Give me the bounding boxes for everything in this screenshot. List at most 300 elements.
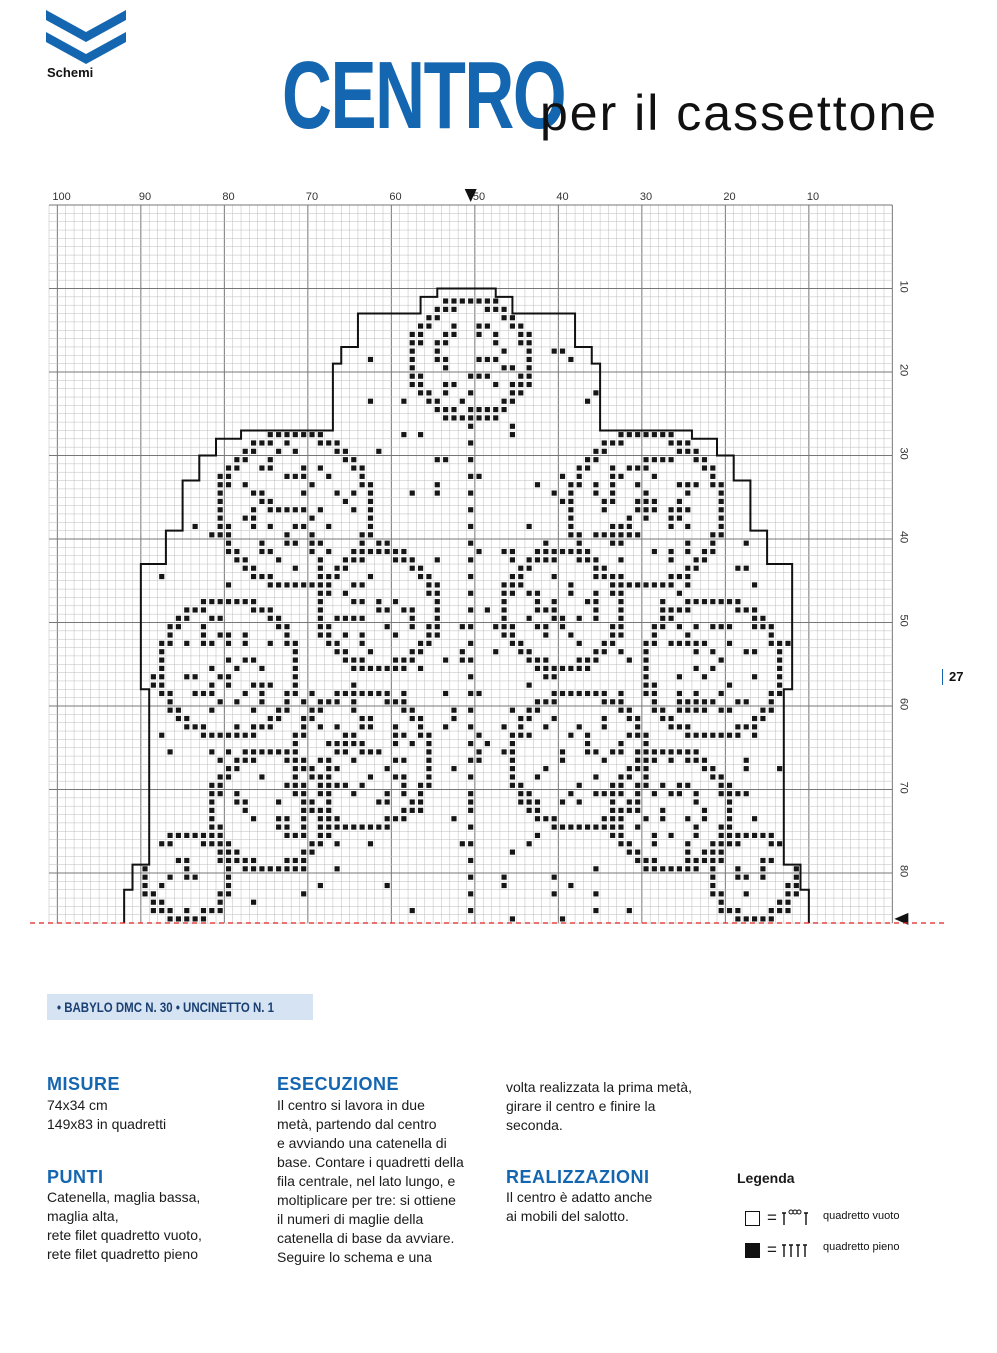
filled-square — [568, 632, 573, 637]
filled-square — [710, 766, 715, 771]
filled-square — [385, 624, 390, 629]
filled-square — [627, 733, 632, 738]
filled-square — [176, 916, 181, 921]
filled-square — [335, 691, 340, 696]
filled-square — [368, 774, 373, 779]
filled-square — [268, 641, 273, 646]
filled-square — [284, 440, 289, 445]
filled-square — [660, 749, 665, 754]
filled-square — [627, 516, 632, 521]
filled-square — [385, 816, 390, 821]
filled-square — [234, 850, 239, 855]
filled-square — [618, 582, 623, 587]
filled-square — [360, 616, 365, 621]
filled-square — [435, 632, 440, 637]
filled-square — [593, 457, 598, 462]
filled-square — [593, 908, 598, 913]
filled-square — [410, 799, 415, 804]
filled-square — [552, 825, 557, 830]
filled-square — [643, 491, 648, 496]
filled-square — [301, 816, 306, 821]
filled-square — [510, 749, 515, 754]
filled-square — [460, 658, 465, 663]
filled-square — [618, 741, 623, 746]
filled-square — [502, 632, 507, 637]
filled-square — [351, 457, 356, 462]
filled-square — [735, 866, 740, 871]
filled-square — [627, 841, 632, 846]
filled-square — [527, 658, 532, 663]
filled-square — [410, 557, 415, 562]
filled-square — [259, 440, 264, 445]
filled-square — [193, 691, 198, 696]
filled-square — [234, 699, 239, 704]
filled-square — [735, 841, 740, 846]
filled-square — [677, 482, 682, 487]
filled-square — [535, 808, 540, 813]
filled-square — [209, 841, 214, 846]
filled-square — [426, 399, 431, 404]
filled-square — [669, 749, 674, 754]
filled-square — [677, 724, 682, 729]
filled-square — [251, 683, 256, 688]
filled-square — [276, 557, 281, 562]
filled-square — [535, 774, 540, 779]
esecuzione-line: fila centrale, nel lato lungo, e — [277, 1173, 456, 1189]
filled-square — [769, 632, 774, 637]
filled-square — [710, 850, 715, 855]
filled-square — [318, 708, 323, 713]
filled-square — [360, 465, 365, 470]
filled-square — [652, 866, 657, 871]
filled-square — [518, 374, 523, 379]
filled-square — [401, 816, 406, 821]
filled-square — [209, 641, 214, 646]
filled-square — [476, 474, 481, 479]
filled-square — [184, 833, 189, 838]
filled-square — [527, 649, 532, 654]
filled-square — [335, 783, 340, 788]
filled-square — [610, 474, 615, 479]
filled-square — [485, 407, 490, 412]
filled-square — [643, 658, 648, 663]
filled-square — [552, 691, 557, 696]
filled-square — [635, 716, 640, 721]
filled-square — [209, 666, 214, 671]
filled-square — [493, 407, 498, 412]
filled-square — [577, 557, 582, 562]
filled-square — [685, 599, 690, 604]
realizzazioni-text — [506, 1188, 721, 1226]
filled-square — [268, 616, 273, 621]
filled-square — [268, 549, 273, 554]
filled-square — [710, 541, 715, 546]
filled-square — [301, 432, 306, 437]
filled-square — [360, 549, 365, 554]
filled-square — [401, 733, 406, 738]
filled-square — [251, 599, 256, 604]
filled-square — [685, 724, 690, 729]
filled-square — [426, 624, 431, 629]
filled-square — [610, 491, 615, 496]
filled-square — [418, 340, 423, 345]
filled-square — [593, 491, 598, 496]
filled-square — [560, 825, 565, 830]
filled-square — [702, 708, 707, 713]
esecuzione-line: seconda. — [506, 1117, 563, 1133]
filled-square — [518, 791, 523, 796]
filled-square — [401, 549, 406, 554]
filled-square — [685, 449, 690, 454]
filled-square — [635, 808, 640, 813]
filled-square — [451, 324, 456, 329]
filled-square — [335, 491, 340, 496]
equals-sign: = — [767, 1208, 777, 1227]
filled-square — [602, 691, 607, 696]
filled-square — [460, 399, 465, 404]
filled-square — [468, 507, 473, 512]
filled-square — [710, 841, 715, 846]
filled-square — [426, 749, 431, 754]
filled-square — [326, 549, 331, 554]
filled-square — [460, 624, 465, 629]
filled-square — [368, 357, 373, 362]
filled-square — [368, 691, 373, 696]
filled-square — [719, 900, 724, 905]
filled-square — [602, 699, 607, 704]
filled-square — [635, 850, 640, 855]
filled-square — [702, 457, 707, 462]
filled-square — [669, 758, 674, 763]
filled-square — [426, 766, 431, 771]
filled-square — [309, 841, 314, 846]
filled-square — [694, 666, 699, 671]
filled-square — [502, 582, 507, 587]
filled-square — [744, 699, 749, 704]
filled-square — [527, 808, 532, 813]
filled-square — [635, 858, 640, 863]
filled-square — [669, 724, 674, 729]
filled-square — [685, 850, 690, 855]
filled-square — [669, 866, 674, 871]
filled-square — [476, 324, 481, 329]
filled-square — [585, 666, 590, 671]
filled-square — [694, 708, 699, 713]
filled-square — [710, 599, 715, 604]
filled-square — [284, 641, 289, 646]
filled-square — [418, 724, 423, 729]
filled-square — [618, 649, 623, 654]
filled-square — [752, 733, 757, 738]
punti-line: rete filet quadretto vuoto, — [47, 1227, 202, 1243]
filled-square — [218, 858, 223, 863]
filled-square — [685, 524, 690, 529]
filled-square — [744, 541, 749, 546]
filled-square — [702, 808, 707, 813]
filled-square — [677, 624, 682, 629]
filled-square — [552, 549, 557, 554]
filled-square — [468, 808, 473, 813]
filled-square — [426, 641, 431, 646]
filled-square — [218, 733, 223, 738]
filled-square — [652, 841, 657, 846]
filled-square — [602, 449, 607, 454]
filled-square — [218, 699, 223, 704]
filled-square — [435, 599, 440, 604]
filled-square — [393, 549, 398, 554]
filled-square — [702, 758, 707, 763]
filled-square — [643, 866, 648, 871]
filled-square — [209, 833, 214, 838]
filled-square — [385, 883, 390, 888]
filled-square — [669, 607, 674, 612]
filled-square — [159, 841, 164, 846]
filled-square — [485, 415, 490, 420]
filled-square — [510, 582, 515, 587]
filled-square — [744, 724, 749, 729]
filled-square — [652, 683, 657, 688]
filled-square — [719, 532, 724, 537]
filled-square — [502, 616, 507, 621]
filled-square — [468, 624, 473, 629]
filled-square — [618, 616, 623, 621]
filled-square — [218, 783, 223, 788]
filled-square — [193, 875, 198, 880]
filled-square — [226, 658, 231, 663]
filled-square — [410, 607, 415, 612]
filled-square — [618, 783, 623, 788]
filled-square — [744, 607, 749, 612]
filled-square — [568, 825, 573, 830]
filled-square — [510, 758, 515, 763]
filled-square — [209, 799, 214, 804]
filled-square — [326, 574, 331, 579]
filled-square — [343, 591, 348, 596]
filled-square — [326, 825, 331, 830]
filled-square — [710, 549, 715, 554]
filled-square — [493, 382, 498, 387]
filled-square — [719, 891, 724, 896]
filled-square — [451, 307, 456, 312]
filled-square — [727, 641, 732, 646]
filled-square — [710, 733, 715, 738]
filled-square — [326, 591, 331, 596]
filled-square — [276, 749, 281, 754]
filled-square — [184, 674, 189, 679]
filled-square — [502, 399, 507, 404]
filled-square — [393, 658, 398, 663]
filled-square — [209, 599, 214, 604]
filled-square — [418, 374, 423, 379]
filled-square — [234, 599, 239, 604]
filled-square — [518, 724, 523, 729]
filled-square — [602, 816, 607, 821]
filled-square — [785, 883, 790, 888]
filled-square — [451, 766, 456, 771]
filled-square — [685, 816, 690, 821]
filled-square — [643, 749, 648, 754]
filled-square — [360, 658, 365, 663]
filled-square — [335, 741, 340, 746]
filled-square — [243, 858, 248, 863]
filled-square — [510, 382, 515, 387]
filled-square — [343, 616, 348, 621]
filled-square — [618, 524, 623, 529]
filled-square — [318, 808, 323, 813]
filled-square — [518, 566, 523, 571]
filled-square — [535, 557, 540, 562]
filled-square — [777, 908, 782, 913]
realizzazioni-heading: REALIZZAZIONI — [506, 1167, 650, 1187]
filled-square — [443, 658, 448, 663]
filled-square — [602, 716, 607, 721]
filled-square — [785, 900, 790, 905]
filled-square — [259, 774, 264, 779]
filled-square — [368, 841, 373, 846]
filled-square — [560, 666, 565, 671]
filled-square — [226, 674, 231, 679]
filled-square — [760, 624, 765, 629]
filled-square — [660, 457, 665, 462]
filled-square — [752, 674, 757, 679]
filled-square — [694, 858, 699, 863]
esecuzione-text — [277, 1096, 492, 1267]
filled-square — [318, 841, 323, 846]
esecuzione-line: base. Contare i quadretti della — [277, 1154, 464, 1170]
filled-square — [443, 724, 448, 729]
filled-square — [360, 557, 365, 562]
filled-square — [301, 850, 306, 855]
filled-square — [401, 699, 406, 704]
filled-square — [176, 833, 181, 838]
filled-square — [226, 524, 231, 529]
filled-square — [643, 766, 648, 771]
filled-square — [393, 741, 398, 746]
filled-square — [293, 432, 298, 437]
filled-square — [351, 465, 356, 470]
filled-square — [560, 474, 565, 479]
filled-square — [251, 749, 256, 754]
filled-square — [610, 749, 615, 754]
filled-square — [184, 866, 189, 871]
filled-square — [568, 791, 573, 796]
filled-square — [443, 415, 448, 420]
filled-square — [309, 766, 314, 771]
filled-square — [760, 875, 765, 880]
filled-square — [527, 349, 532, 354]
filled-square — [218, 599, 223, 604]
filled-square — [710, 465, 715, 470]
filled-square — [794, 866, 799, 871]
filled-square — [518, 382, 523, 387]
filled-square — [777, 658, 782, 663]
filled-square — [735, 733, 740, 738]
filled-square — [677, 591, 682, 596]
filled-square — [168, 749, 173, 754]
filled-square — [418, 733, 423, 738]
filled-square — [719, 499, 724, 504]
filled-square — [201, 599, 206, 604]
filled-square — [518, 582, 523, 587]
filled-square — [744, 875, 749, 880]
filled-square — [435, 591, 440, 596]
filled-square — [535, 666, 540, 671]
filled-square — [410, 649, 415, 654]
filled-square — [627, 799, 632, 804]
filled-square — [418, 566, 423, 571]
filled-square — [360, 541, 365, 546]
filled-square — [451, 415, 456, 420]
filled-square — [209, 808, 214, 813]
top-tick-label: 40 — [556, 191, 569, 203]
filled-square — [669, 507, 674, 512]
filled-square — [218, 850, 223, 855]
filled-square — [635, 432, 640, 437]
filled-square — [694, 691, 699, 696]
filled-square — [510, 741, 515, 746]
filled-square — [168, 916, 173, 921]
filled-square — [226, 632, 231, 637]
filled-square — [602, 791, 607, 796]
filled-square — [677, 574, 682, 579]
filled-square — [276, 716, 281, 721]
filled-square — [301, 766, 306, 771]
filled-square — [309, 716, 314, 721]
filled-square — [251, 607, 256, 612]
filled-square — [719, 691, 724, 696]
filled-square — [685, 491, 690, 496]
filled-square — [568, 482, 573, 487]
filled-square — [777, 691, 782, 696]
filled-square — [535, 658, 540, 663]
filled-square — [543, 541, 548, 546]
filled-square — [243, 758, 248, 763]
filled-square — [226, 883, 231, 888]
filled-square — [618, 691, 623, 696]
filled-square — [635, 724, 640, 729]
filled-square — [376, 749, 381, 754]
filled-square — [643, 516, 648, 521]
filled-square — [343, 632, 348, 637]
filled-square — [335, 699, 340, 704]
filled-square — [677, 699, 682, 704]
filled-square — [284, 816, 289, 821]
filled-square — [243, 599, 248, 604]
filled-square — [168, 699, 173, 704]
filled-square — [410, 658, 415, 663]
filled-square — [685, 866, 690, 871]
filled-square — [343, 733, 348, 738]
filled-square — [476, 549, 481, 554]
filled-square — [702, 641, 707, 646]
filled-square — [719, 833, 724, 838]
filled-square — [502, 599, 507, 604]
filled-square — [251, 733, 256, 738]
filled-square — [351, 658, 356, 663]
filled-square — [502, 724, 507, 729]
filled-square — [635, 582, 640, 587]
filled-square — [335, 449, 340, 454]
filled-square — [293, 474, 298, 479]
filled-square — [476, 749, 481, 754]
filled-square — [201, 733, 206, 738]
filled-square — [326, 582, 331, 587]
filled-square — [284, 541, 289, 546]
filled-square — [719, 708, 724, 713]
filled-square — [360, 691, 365, 696]
esecuzione-line: girare il centro e finire la — [506, 1098, 656, 1114]
filled-square — [418, 382, 423, 387]
